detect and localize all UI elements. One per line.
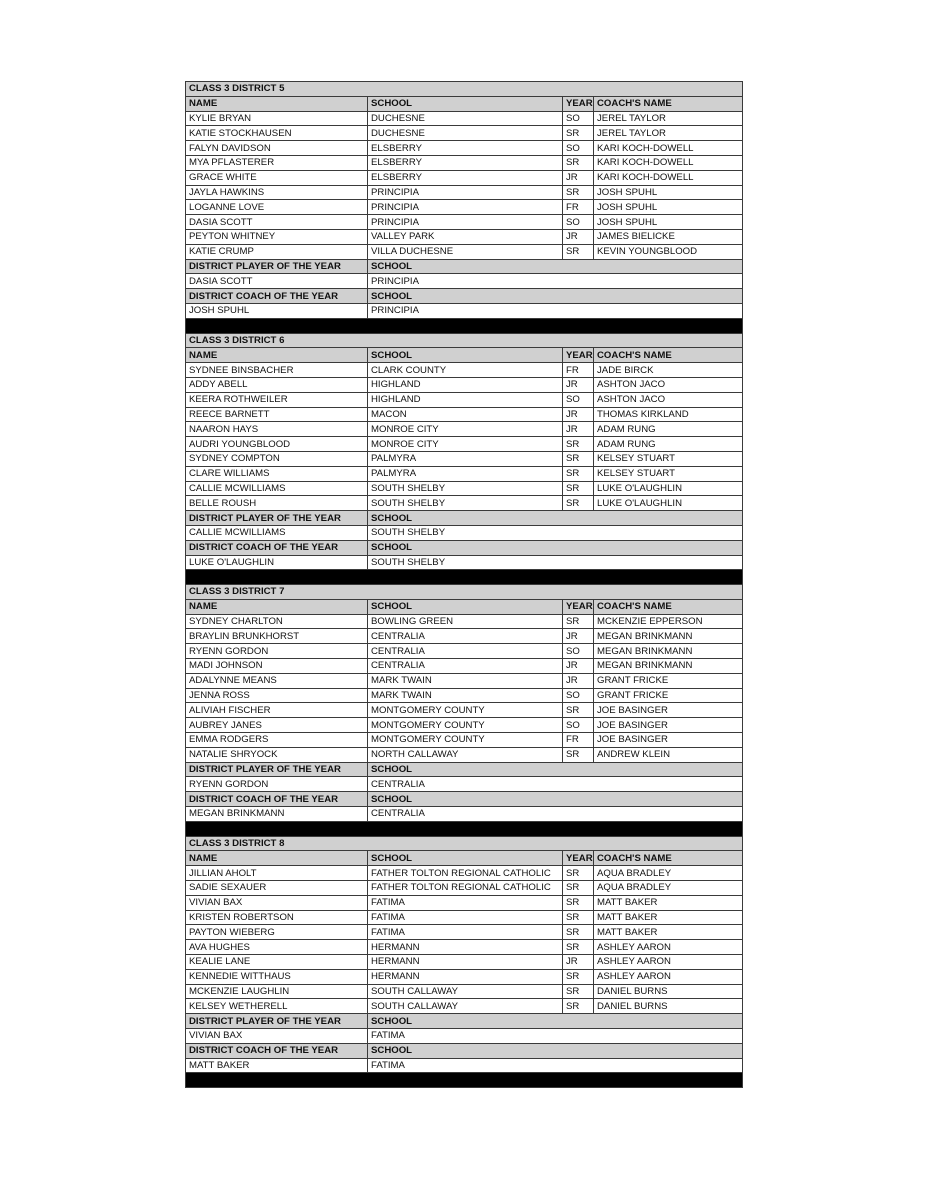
player-of-year-row (186, 1029, 743, 1044)
player-year: JR (563, 659, 594, 674)
header-school: SCHOOL (368, 96, 563, 111)
player-school: MONROE CITY (368, 422, 563, 437)
player-coach: AQUA BRADLEY (594, 881, 743, 896)
player-school: FATIMA (368, 895, 563, 910)
coach-of-year-school-label: SCHOOL (368, 1043, 743, 1058)
district-title-row (186, 82, 743, 97)
table-row (186, 407, 743, 422)
player-school: SOUTH SHELBY (368, 481, 563, 496)
player-school: CLARK COUNTY (368, 363, 563, 378)
player-year: SO (563, 111, 594, 126)
coach-of-year-school-label: SCHOOL (368, 540, 743, 555)
table-row (186, 925, 743, 940)
table-row (186, 984, 743, 999)
player-name: KEERA ROTHWEILER (186, 392, 368, 407)
table-row (186, 881, 743, 896)
player-coach: JOE BASINGER (594, 718, 743, 733)
coach-of-year-school: FATIMA (368, 1058, 743, 1073)
player-name: VIVIAN BAX (186, 895, 368, 910)
player-coach: GRANT FRICKE (594, 688, 743, 703)
player-of-year-row (186, 525, 743, 540)
header-school: SCHOOL (368, 348, 563, 363)
player-year: SR (563, 155, 594, 170)
table-row (186, 422, 743, 437)
player-coach: ASHLEY AARON (594, 955, 743, 970)
table-row (186, 111, 743, 126)
player-coach: LUKE O'LAUGHLIN (594, 481, 743, 496)
player-school: BOWLING GREEN (368, 614, 563, 629)
player-year: SR (563, 481, 594, 496)
player-year: FR (563, 733, 594, 748)
player-coach: JOSH SPUHL (594, 185, 743, 200)
table-row (186, 451, 743, 466)
player-school: MACON (368, 407, 563, 422)
table-row (186, 940, 743, 955)
table-row (186, 733, 743, 748)
player-of-year-school-label: SCHOOL (368, 511, 743, 526)
player-name: FALYN DAVIDSON (186, 141, 368, 156)
player-school: MONTGOMERY COUNTY (368, 733, 563, 748)
player-of-year-name: RYENN GORDON (186, 777, 368, 792)
table-body (186, 82, 743, 1088)
player-school: ELSBERRY (368, 141, 563, 156)
player-school: PRINCIPIA (368, 185, 563, 200)
column-header-row (186, 348, 743, 363)
player-school: DUCHESNE (368, 111, 563, 126)
player-of-year-row (186, 274, 743, 289)
player-of-year-row (186, 777, 743, 792)
player-coach: MEGAN BRINKMANN (594, 629, 743, 644)
table-row (186, 377, 743, 392)
player-school: HERMANN (368, 969, 563, 984)
player-year: SR (563, 185, 594, 200)
table-row (186, 969, 743, 984)
coach-of-year-name: MEGAN BRINKMANN (186, 807, 368, 822)
player-year: SR (563, 614, 594, 629)
player-of-year-name: DASIA SCOTT (186, 274, 368, 289)
player-year: SO (563, 644, 594, 659)
player-school: CENTRALIA (368, 659, 563, 674)
header-coach: COACH'S NAME (594, 599, 743, 614)
table-row (186, 703, 743, 718)
player-year: JR (563, 422, 594, 437)
player-coach: MEGAN BRINKMANN (594, 659, 743, 674)
player-of-year-label: DISTRICT PLAYER OF THE YEAR (186, 1014, 368, 1029)
player-name: PAYTON WIEBERG (186, 925, 368, 940)
table-row (186, 392, 743, 407)
player-year: SO (563, 392, 594, 407)
table-row (186, 659, 743, 674)
player-year: JR (563, 629, 594, 644)
player-school: VALLEY PARK (368, 229, 563, 244)
coach-of-year-label: DISTRICT COACH OF THE YEAR (186, 792, 368, 807)
player-name: ADALYNNE MEANS (186, 673, 368, 688)
player-year: SO (563, 141, 594, 156)
player-year: SR (563, 940, 594, 955)
player-name: JAYLA HAWKINS (186, 185, 368, 200)
header-coach: COACH'S NAME (594, 851, 743, 866)
player-school: FATIMA (368, 925, 563, 940)
player-school: MONTGOMERY COUNTY (368, 703, 563, 718)
header-name: NAME (186, 599, 368, 614)
player-school: ELSBERRY (368, 155, 563, 170)
player-coach: ASHLEY AARON (594, 940, 743, 955)
player-school: HIGHLAND (368, 392, 563, 407)
player-year: JR (563, 377, 594, 392)
coach-of-year-row (186, 303, 743, 318)
player-coach: AQUA BRADLEY (594, 866, 743, 881)
table-row (186, 999, 743, 1014)
player-coach: THOMAS KIRKLAND (594, 407, 743, 422)
player-name: AUBREY JANES (186, 718, 368, 733)
player-of-year-school: FATIMA (368, 1029, 743, 1044)
player-year: SR (563, 496, 594, 511)
table-row (186, 496, 743, 511)
player-coach: ASHTON JACO (594, 392, 743, 407)
player-name: BRAYLIN BRUNKHORST (186, 629, 368, 644)
player-school: PALMYRA (368, 451, 563, 466)
player-name: SYDNEY COMPTON (186, 451, 368, 466)
player-name: BELLE ROUSH (186, 496, 368, 511)
coach-of-year-header-row (186, 792, 743, 807)
coach-of-year-name: JOSH SPUHL (186, 303, 368, 318)
player-coach: DANIEL BURNS (594, 984, 743, 999)
table-row (186, 644, 743, 659)
player-name: KENNEDIE WITTHAUS (186, 969, 368, 984)
player-of-year-label: DISTRICT PLAYER OF THE YEAR (186, 511, 368, 526)
table-row (186, 481, 743, 496)
table-row (186, 673, 743, 688)
player-name: AVA HUGHES (186, 940, 368, 955)
player-of-year-header-row (186, 259, 743, 274)
player-name: KYLIE BRYAN (186, 111, 368, 126)
player-year: FR (563, 200, 594, 215)
player-name: LOGANNE LOVE (186, 200, 368, 215)
player-school: HERMANN (368, 940, 563, 955)
table-row (186, 437, 743, 452)
player-name: JENNA ROSS (186, 688, 368, 703)
player-of-year-school-label: SCHOOL (368, 762, 743, 777)
player-year: SR (563, 437, 594, 452)
player-year: SR (563, 969, 594, 984)
player-name: KRISTEN ROBERTSON (186, 910, 368, 925)
coach-of-year-row (186, 1058, 743, 1073)
table-row (186, 910, 743, 925)
header-name: NAME (186, 348, 368, 363)
coach-of-year-row (186, 807, 743, 822)
player-school: DUCHESNE (368, 126, 563, 141)
header-coach: COACH'S NAME (594, 96, 743, 111)
player-coach: ASHTON JACO (594, 377, 743, 392)
player-name: SYDNEY CHARLTON (186, 614, 368, 629)
player-coach: JOSH SPUHL (594, 215, 743, 230)
section-divider (186, 1073, 743, 1088)
coach-of-year-header-row (186, 289, 743, 304)
section-divider (186, 570, 743, 585)
player-name: NATALIE SHRYOCK (186, 747, 368, 762)
header-coach: COACH'S NAME (594, 348, 743, 363)
player-year: SR (563, 451, 594, 466)
player-name: KATIE CRUMP (186, 244, 368, 259)
player-year: SR (563, 466, 594, 481)
column-header-row (186, 96, 743, 111)
player-school: PRINCIPIA (368, 200, 563, 215)
player-year: SR (563, 866, 594, 881)
table-row (186, 215, 743, 230)
player-name: DASIA SCOTT (186, 215, 368, 230)
player-year: SR (563, 984, 594, 999)
player-coach: ASHLEY AARON (594, 969, 743, 984)
player-of-year-header-row (186, 762, 743, 777)
player-school: MONTGOMERY COUNTY (368, 718, 563, 733)
player-name: JILLIAN AHOLT (186, 866, 368, 881)
player-year: SR (563, 999, 594, 1014)
player-school: FATHER TOLTON REGIONAL CATHOLIC (368, 881, 563, 896)
player-coach: JEREL TAYLOR (594, 111, 743, 126)
player-of-year-school: SOUTH SHELBY (368, 525, 743, 540)
player-coach: MEGAN BRINKMANN (594, 644, 743, 659)
player-year: SO (563, 718, 594, 733)
header-name: NAME (186, 851, 368, 866)
player-of-year-label: DISTRICT PLAYER OF THE YEAR (186, 762, 368, 777)
player-coach: JADE BIRCK (594, 363, 743, 378)
player-name: SADIE SEXAUER (186, 881, 368, 896)
district-title-row (186, 836, 743, 851)
coach-of-year-school-label: SCHOOL (368, 792, 743, 807)
table-row (186, 688, 743, 703)
player-coach: MATT BAKER (594, 895, 743, 910)
player-name: REECE BARNETT (186, 407, 368, 422)
player-year: SO (563, 215, 594, 230)
player-school: MARK TWAIN (368, 673, 563, 688)
player-school: FATIMA (368, 910, 563, 925)
header-year: YEAR (563, 96, 594, 111)
player-name: MADI JOHNSON (186, 659, 368, 674)
district-title: CLASS 3 DISTRICT 8 (186, 836, 743, 851)
table-row (186, 185, 743, 200)
table-row (186, 747, 743, 762)
player-coach: MCKENZIE EPPERSON (594, 614, 743, 629)
player-school: ELSBERRY (368, 170, 563, 185)
table-row (186, 629, 743, 644)
player-coach: KARI KOCH-DOWELL (594, 170, 743, 185)
player-school: VILLA DUCHESNE (368, 244, 563, 259)
district-title: CLASS 3 DISTRICT 7 (186, 585, 743, 600)
table-row (186, 200, 743, 215)
player-name: PEYTON WHITNEY (186, 229, 368, 244)
coach-of-year-label: DISTRICT COACH OF THE YEAR (186, 289, 368, 304)
coach-of-year-label: DISTRICT COACH OF THE YEAR (186, 540, 368, 555)
player-school: CENTRALIA (368, 644, 563, 659)
player-year: SR (563, 910, 594, 925)
district-title-row (186, 585, 743, 600)
player-name: RYENN GORDON (186, 644, 368, 659)
table-row (186, 866, 743, 881)
player-coach: JEREL TAYLOR (594, 126, 743, 141)
player-year: JR (563, 673, 594, 688)
header-year: YEAR (563, 599, 594, 614)
player-year: SR (563, 126, 594, 141)
player-year: JR (563, 229, 594, 244)
player-name: KATIE STOCKHAUSEN (186, 126, 368, 141)
coach-of-year-label: DISTRICT COACH OF THE YEAR (186, 1043, 368, 1058)
player-of-year-school-label: SCHOOL (368, 1014, 743, 1029)
player-school: HIGHLAND (368, 377, 563, 392)
player-year: SR (563, 703, 594, 718)
divider-bar (186, 318, 743, 333)
player-name: KELSEY WETHERELL (186, 999, 368, 1014)
player-name: ADDY ABELL (186, 377, 368, 392)
divider-bar (186, 821, 743, 836)
player-coach: KELSEY STUART (594, 466, 743, 481)
coach-of-year-school-label: SCHOOL (368, 289, 743, 304)
player-of-year-school-label: SCHOOL (368, 259, 743, 274)
coach-of-year-row (186, 555, 743, 570)
player-coach: GRANT FRICKE (594, 673, 743, 688)
divider-bar (186, 1073, 743, 1088)
player-coach: DANIEL BURNS (594, 999, 743, 1014)
player-name: CLARE WILLIAMS (186, 466, 368, 481)
player-coach: ANDREW KLEIN (594, 747, 743, 762)
player-name: AUDRI YOUNGBLOOD (186, 437, 368, 452)
player-name: EMMA RODGERS (186, 733, 368, 748)
player-coach: JAMES BIELICKE (594, 229, 743, 244)
player-name: CALLIE MCWILLIAMS (186, 481, 368, 496)
player-of-year-name: VIVIAN BAX (186, 1029, 368, 1044)
table-row (186, 244, 743, 259)
player-coach: MATT BAKER (594, 910, 743, 925)
player-school: PALMYRA (368, 466, 563, 481)
player-name: MCKENZIE LAUGHLIN (186, 984, 368, 999)
header-year: YEAR (563, 851, 594, 866)
player-school: CENTRALIA (368, 629, 563, 644)
section-divider (186, 821, 743, 836)
player-school: SOUTH CALLAWAY (368, 999, 563, 1014)
player-name: ALIVIAH FISCHER (186, 703, 368, 718)
player-year: JR (563, 955, 594, 970)
player-coach: KELSEY STUART (594, 451, 743, 466)
column-header-row (186, 599, 743, 614)
player-of-year-header-row (186, 511, 743, 526)
coach-of-year-name: LUKE O'LAUGHLIN (186, 555, 368, 570)
player-school: SOUTH SHELBY (368, 496, 563, 511)
coach-of-year-school: CENTRALIA (368, 807, 743, 822)
player-name: NAARON HAYS (186, 422, 368, 437)
player-school: MARK TWAIN (368, 688, 563, 703)
player-school: NORTH CALLAWAY (368, 747, 563, 762)
player-coach: ADAM RUNG (594, 422, 743, 437)
player-year: FR (563, 363, 594, 378)
player-school: SOUTH CALLAWAY (368, 984, 563, 999)
player-of-year-header-row (186, 1014, 743, 1029)
player-school: FATHER TOLTON REGIONAL CATHOLIC (368, 866, 563, 881)
section-divider (186, 318, 743, 333)
table-row (186, 895, 743, 910)
coach-of-year-header-row (186, 1043, 743, 1058)
player-coach: ADAM RUNG (594, 437, 743, 452)
player-year: SR (563, 895, 594, 910)
player-of-year-label: DISTRICT PLAYER OF THE YEAR (186, 259, 368, 274)
all-district-table (185, 81, 743, 1088)
all-district-sheet (185, 81, 742, 1088)
player-name: SYDNEE BINSBACHER (186, 363, 368, 378)
column-header-row (186, 851, 743, 866)
player-year: SR (563, 244, 594, 259)
player-year: SR (563, 925, 594, 940)
district-title: CLASS 3 DISTRICT 6 (186, 333, 743, 348)
coach-of-year-header-row (186, 540, 743, 555)
header-year: YEAR (563, 348, 594, 363)
player-year: JR (563, 407, 594, 422)
player-year: JR (563, 170, 594, 185)
player-of-year-name: CALLIE MCWILLIAMS (186, 525, 368, 540)
header-school: SCHOOL (368, 599, 563, 614)
coach-of-year-school: SOUTH SHELBY (368, 555, 743, 570)
player-coach: MATT BAKER (594, 925, 743, 940)
table-row (186, 466, 743, 481)
table-row (186, 126, 743, 141)
coach-of-year-name: MATT BAKER (186, 1058, 368, 1073)
player-year: SR (563, 747, 594, 762)
table-row (186, 155, 743, 170)
player-coach: KEVIN YOUNGBLOOD (594, 244, 743, 259)
player-school: HERMANN (368, 955, 563, 970)
player-of-year-school: PRINCIPIA (368, 274, 743, 289)
player-coach: KARI KOCH-DOWELL (594, 155, 743, 170)
table-row (186, 955, 743, 970)
player-year: SO (563, 688, 594, 703)
coach-of-year-school: PRINCIPIA (368, 303, 743, 318)
header-name: NAME (186, 96, 368, 111)
table-row (186, 141, 743, 156)
player-name: KEALIE LANE (186, 955, 368, 970)
player-coach: JOSH SPUHL (594, 200, 743, 215)
table-row (186, 718, 743, 733)
player-of-year-school: CENTRALIA (368, 777, 743, 792)
table-row (186, 363, 743, 378)
district-title: CLASS 3 DISTRICT 5 (186, 82, 743, 97)
player-name: MYA PFLASTERER (186, 155, 368, 170)
player-school: MONROE CITY (368, 437, 563, 452)
header-school: SCHOOL (368, 851, 563, 866)
player-coach: LUKE O'LAUGHLIN (594, 496, 743, 511)
player-coach: KARI KOCH-DOWELL (594, 141, 743, 156)
divider-bar (186, 570, 743, 585)
player-school: PRINCIPIA (368, 215, 563, 230)
district-title-row (186, 333, 743, 348)
player-name: GRACE WHITE (186, 170, 368, 185)
table-row (186, 614, 743, 629)
player-year: SR (563, 881, 594, 896)
player-coach: JOE BASINGER (594, 703, 743, 718)
table-row (186, 229, 743, 244)
player-coach: JOE BASINGER (594, 733, 743, 748)
table-row (186, 170, 743, 185)
